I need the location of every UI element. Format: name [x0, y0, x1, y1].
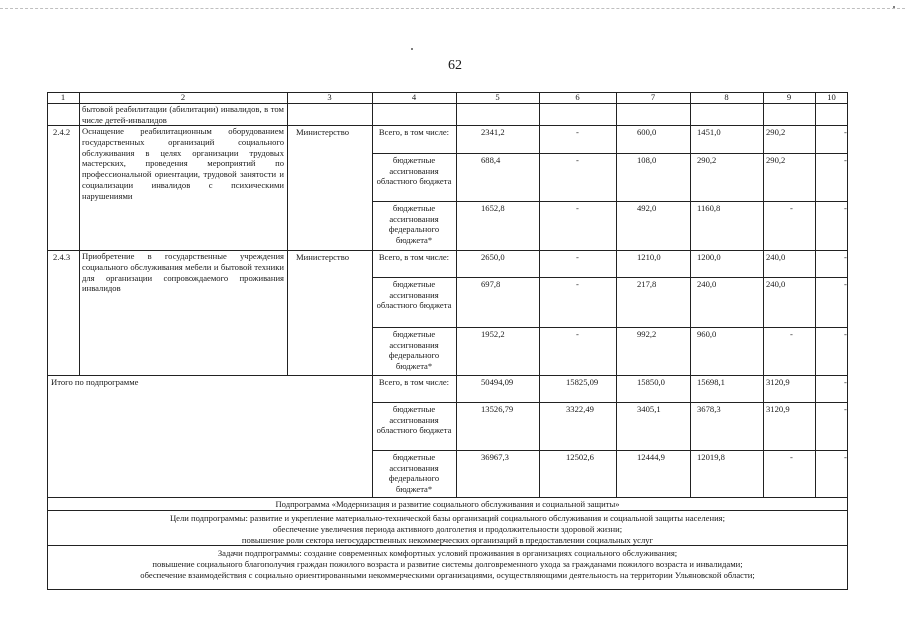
row-divider — [47, 497, 848, 498]
item-2-4-3-dash-c6: - — [576, 279, 579, 289]
item-2-4-3-funding-source: Всего, в том числе: — [378, 252, 450, 262]
item-2-4-2-value-c7: 492,0 — [637, 203, 657, 213]
item-2-4-3-value-c5: 1952,2 — [481, 329, 505, 339]
item-2-4-3-funding-source: бюджетные ассигнования областного бюджета — [376, 279, 452, 311]
item-2-4-2-value-c5: 1652,8 — [481, 203, 505, 213]
item-description: Приобретение в государственные учреждения социального обслуживания мебели и бытовой техники для организации сопровождаемого проживания инвалидов — [82, 251, 284, 294]
item-2-4-3-value-c7: 992,2 — [637, 329, 657, 339]
item-2-4-3-dash-c9: - — [790, 329, 793, 339]
item-2-4-3-value-c8: 960,0 — [697, 329, 717, 339]
subprogram-total-value-c6: 3322,49 — [566, 404, 594, 414]
column-header-5: 5 — [495, 92, 500, 102]
item-2-4-2-dash-c10: - — [844, 203, 847, 213]
column-divider — [79, 92, 80, 375]
subprogram-total-value-c8: 12019,8 — [697, 452, 725, 462]
column-header-10: 10 — [827, 92, 836, 102]
subprogram-total-value-c7: 12444,9 — [637, 452, 665, 462]
item-2-4-2-dash-c6: - — [576, 155, 579, 165]
subprogram-total-value-c8: 15698,1 — [697, 377, 725, 387]
item-2-4-2-dash-c9: - — [790, 203, 793, 213]
item-2-4-2-funding-source: бюджетные ассигнования областного бюджета — [376, 155, 452, 187]
subprogram-task: Задачи подпрограммы: создание современных комфортных условий проживания в организациях социального обслуживания; — [217, 548, 678, 558]
subprogram-total-dash-c10: - — [844, 377, 847, 387]
column-header-3: 3 — [327, 92, 332, 102]
subprogram-total-value-c9: 3120,9 — [766, 404, 790, 414]
item-2-4-3-value-c9: 240,0 — [766, 252, 786, 262]
item-2-4-3-value-c5: 697,8 — [481, 279, 501, 289]
row-divider — [372, 277, 848, 278]
column-header-2: 2 — [180, 92, 186, 102]
column-header-6: 6 — [575, 92, 580, 102]
subprogram-total-dash-c10: - — [844, 404, 847, 414]
item-2-4-3-dash-c6: - — [576, 252, 579, 262]
subprogram-total-value-c9: 3120,9 — [766, 377, 790, 387]
row-divider — [372, 402, 848, 403]
item-2-4-2-funding-source: Всего, в том числе: — [378, 127, 450, 137]
subprogram-total-value-c5: 36967,3 — [481, 452, 509, 462]
subprogram-goal: повышение роли сектора негосударственных некоммерческих организаций в предоставлении социальных услуг — [241, 535, 654, 545]
subprogram-total-funding-source: Всего, в том числе: — [378, 377, 450, 387]
item-executor: Министерство — [296, 127, 349, 137]
row-divider — [47, 375, 848, 376]
page-number: 62 — [448, 58, 462, 73]
item-2-4-3-dash-c10: - — [844, 329, 847, 339]
item-2-4-2-dash-c6: - — [576, 203, 579, 213]
column-header-1: 1 — [60, 92, 66, 102]
column-header-9: 9 — [786, 92, 792, 102]
item-2-4-2-value-c8: 290,2 — [697, 155, 717, 165]
item-2-4-3-funding-source: бюджетные ассигнования федерального бюджета* — [388, 329, 440, 371]
item-2-4-3-dash-c10: - — [844, 252, 847, 262]
item-2-4-3-dash-c10: - — [844, 279, 847, 289]
item-description: Оснащение реабилитационным оборудованием государственных организаций социального обслуживания в целях организации трудовых мастерских, проведения мероприятий по профессиональной ориентации, трудовой занятости и социализации инвалидов с психическими нарушениями — [82, 126, 284, 201]
item-2-4-2-value-c8: 1451,0 — [697, 127, 721, 137]
subprogram-total-value-c5: 50494,09 — [481, 377, 514, 387]
row-divider — [372, 327, 848, 328]
row-divider — [372, 201, 848, 202]
item-2-4-2-funding-source: бюджетные ассигнования федерального бюджета* — [388, 203, 440, 245]
item-2-4-2-dash-c10: - — [844, 155, 847, 165]
subprogram-total-dash-c9: - — [790, 452, 793, 462]
subprogram-total-label: Итого по подпрограмме — [51, 377, 139, 387]
scan-speck — [893, 6, 895, 8]
item-2-4-2-value-c5: 2341,2 — [481, 127, 505, 137]
subprogram-task: обеспечение взаимодействия с социально ориентированными некоммерческими организациями, осуществляющими деятельность на территории Ульяновской области; — [140, 570, 755, 580]
subprogram-goal: обеспечение увеличения периода активного долголетия и продолжительности здоровой жизни; — [272, 524, 623, 534]
item-2-4-2-dash-c6: - — [576, 127, 579, 137]
continued-description: бытовой реабилитации (абилитации) инвалидов, в том числе детей-инвалидов — [82, 104, 284, 125]
row-divider — [47, 510, 848, 511]
scan-speck — [411, 48, 413, 50]
item-2-4-3-value-c5: 2650,0 — [481, 252, 505, 262]
subprogram-title: Подпрограмма «Модернизация и развитие социального обслуживания и социальной защиты» — [275, 499, 620, 509]
subprogram-total-value-c6: 15825,09 — [566, 377, 599, 387]
item-2-4-2-value-c7: 108,0 — [637, 155, 657, 165]
item-2-4-2-dash-c10: - — [844, 127, 847, 137]
subprogram-goal: Цели подпрограммы: развитие и укрепление материально-технической базы организаций социального обслуживания и социальной защиты населения; — [169, 513, 726, 523]
subprogram-total-dash-c10: - — [844, 452, 847, 462]
item-number: 2.4.2 — [53, 127, 71, 137]
subprogram-total-value-c6: 12502,6 — [566, 452, 594, 462]
scan-edge — [0, 8, 905, 9]
item-2-4-2-value-c9: 290,2 — [766, 127, 786, 137]
row-divider — [372, 153, 848, 154]
item-2-4-3-value-c8: 240,0 — [697, 279, 717, 289]
subprogram-task: повышение социального благополучия граждан пожилого возраста и развитие системы долговременного ухода за гражданами пожилого возраста и инвалидами; — [152, 559, 743, 569]
item-2-4-3-value-c7: 1210,0 — [637, 252, 661, 262]
row-divider — [372, 450, 848, 451]
item-2-4-3-value-c8: 1200,0 — [697, 252, 721, 262]
column-header-4: 4 — [411, 92, 417, 102]
subprogram-total-value-c5: 13526,79 — [481, 404, 514, 414]
subprogram-total-funding-source: бюджетные ассигнования областного бюджета — [376, 404, 452, 436]
column-header-8: 8 — [724, 92, 729, 102]
item-executor: Министерство — [296, 252, 349, 262]
subprogram-total-value-c8: 3678,3 — [697, 404, 721, 414]
subprogram-total-value-c7: 3405,1 — [637, 404, 661, 414]
column-header-7: 7 — [650, 92, 656, 102]
item-2-4-2-value-c5: 688,4 — [481, 155, 501, 165]
item-2-4-3-dash-c6: - — [576, 329, 579, 339]
item-2-4-2-value-c8: 1160,8 — [697, 203, 721, 213]
item-2-4-3-value-c7: 217,8 — [637, 279, 657, 289]
item-2-4-2-value-c7: 600,0 — [637, 127, 657, 137]
subprogram-total-funding-source: бюджетные ассигнования федерального бюджета* — [388, 452, 440, 494]
item-2-4-2-value-c9: 290,2 — [766, 155, 786, 165]
item-number: 2.4.3 — [53, 252, 71, 262]
column-divider — [287, 92, 288, 375]
subprogram-total-value-c7: 15850,0 — [637, 377, 665, 387]
item-2-4-3-value-c9: 240,0 — [766, 279, 786, 289]
